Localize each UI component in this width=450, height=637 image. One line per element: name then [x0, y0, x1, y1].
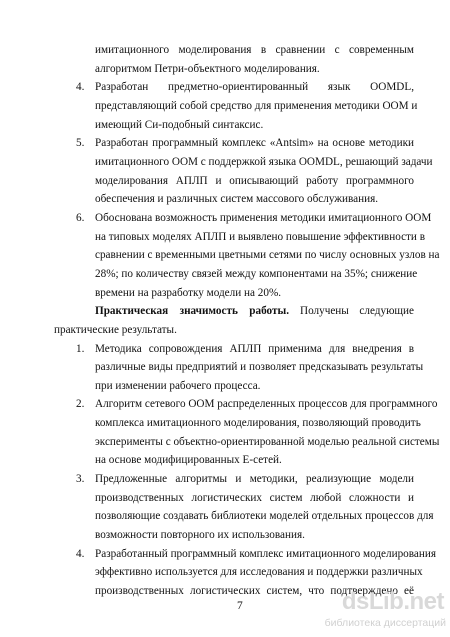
- text-line: алгоритмом Петри-объектного моделирования.: [95, 62, 320, 75]
- text-line: эксперименты с объектно-ориентированной моделью реальной системы: [95, 435, 440, 448]
- text-line: Разработан предметно-ориентированный язык OOMDL,: [95, 81, 414, 94]
- text-line: 28%; по количеству связей между компонентами на 35%; снижение: [95, 267, 418, 280]
- text-line: представляющий собой средство для применения методики ООМ и: [95, 100, 418, 112]
- page-number: 7: [237, 600, 243, 612]
- site-watermark: [324, 588, 450, 637]
- text-line: практические результаты.: [54, 323, 177, 336]
- text-line: времени на разработку модели на 20%.: [95, 286, 282, 299]
- text-line: на основе модифицированных Е-сетей.: [95, 454, 282, 467]
- list-number: 5.: [76, 137, 85, 150]
- watermark-domain: dsLib.net: [341, 588, 444, 615]
- text-line: имеющий Си-подобный синтаксис.: [95, 118, 264, 131]
- text-line: имитационного моделирования в сравнении с современным: [95, 44, 414, 56]
- text-line: сравнении с временными цветными сетями по числу основных узлов на: [95, 249, 440, 262]
- text-line: Разработан программный комплекс «Antsim» на основе методики: [95, 137, 414, 150]
- list-number: 1.: [76, 342, 85, 355]
- text-line: возможности повторного их использования.: [95, 529, 305, 541]
- text-line: Обоснована возможность применения методики имитационного ООМ: [95, 211, 432, 224]
- text-line: имитационного ООМ с поддержкой языка OOMDL, решающий задачи: [95, 155, 433, 168]
- list-number: 4.: [76, 81, 85, 94]
- text-line: производственных логистических систем любой сложности и: [95, 491, 414, 504]
- text-line: эффективно используется для исследования и поддержки различных: [95, 566, 423, 579]
- text-line: производственных логистических систем, что подтверждено её: [95, 585, 414, 597]
- text-line: Алгоритм сетевого ООМ распределенных процессов для программного: [95, 398, 438, 411]
- text-line: комплекса имитационного моделирования, позволяющий проводить: [95, 417, 421, 430]
- text-line: различные виды предприятий и позволяет предсказывать результаты: [95, 361, 424, 374]
- list-number: 4.: [76, 547, 85, 560]
- text-line: обеспечения и различных систем массового обслуживания.: [95, 193, 379, 206]
- list-number: 3.: [76, 473, 85, 486]
- text-line: Методика сопровождения АПЛП применима для внедрения в: [95, 342, 414, 355]
- text-line: Разработанный программный комплекс имитационного моделирования: [95, 547, 436, 560]
- section-heading: Практическая значимость работы.: [95, 305, 289, 318]
- text-line: моделирования АПЛП и описывающий работу программного: [95, 174, 414, 187]
- watermark-subtitle: библиотека диссертаций: [324, 617, 446, 629]
- text-line: Получены следующие: [300, 305, 414, 318]
- text-line: на типовых моделях АПЛП и выявлено повышение эффективности в: [95, 230, 425, 243]
- list-number: 2.: [76, 398, 85, 411]
- text-line: при изменении рабочего процесса.: [95, 379, 261, 392]
- list-number: 6.: [76, 211, 85, 224]
- text-line: Предложенные алгоритмы и методики, реализующие модели: [95, 473, 414, 486]
- text-line: позволяющие создавать библиотеки моделей отдельных процессов для: [95, 510, 434, 523]
